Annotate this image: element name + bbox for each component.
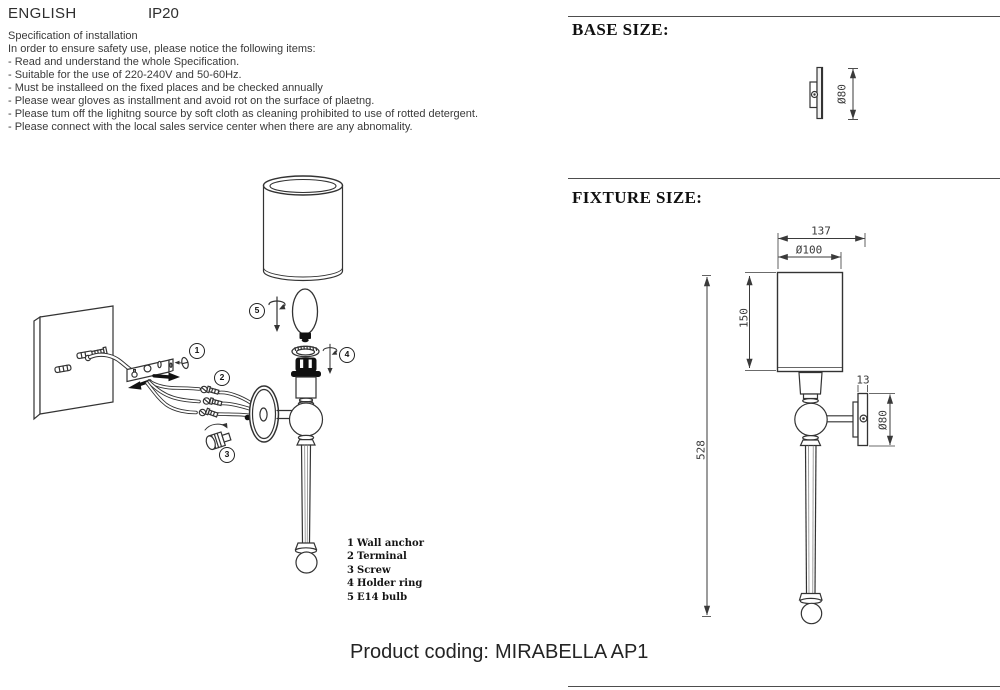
part-name: Holder ring: [357, 578, 423, 590]
shade-diameter-label: Ø100: [795, 243, 823, 257]
spec-item: - Suitable for the use of 220-240V and 50-60Hz.: [8, 69, 242, 81]
callout-3: 3: [219, 447, 235, 463]
part-name: Wall anchor: [357, 538, 424, 549]
base-diameter-label: Ø80: [835, 84, 849, 104]
part-number: 5: [347, 591, 354, 603]
part-name: Screw: [357, 564, 391, 576]
spec-item: - Must be installeed on the fixed places and be checked annually: [8, 82, 323, 94]
holder-ring: [292, 346, 319, 356]
exploded-diagram: [34, 176, 343, 573]
base-size-drawing: [810, 68, 858, 120]
callout-2: 2: [214, 370, 230, 386]
parts-list-item: [347, 591, 424, 604]
parts-list: [347, 537, 424, 604]
fixture-width-label: 137: [811, 224, 831, 238]
callout-4: 4: [339, 347, 355, 363]
spec-item: - Please connect with the local sales service center when there are any abnomality.: [8, 121, 413, 133]
fixing-screw-callout1: [175, 357, 190, 369]
parts-list-item: [347, 550, 424, 563]
plate-depth-label: 13: [856, 373, 870, 387]
wall-panel: [34, 306, 113, 419]
ip-rating-label: IP20: [148, 5, 179, 22]
product-coding: [350, 641, 648, 664]
parts-list-item: [347, 537, 424, 550]
language-label: ENGLISH: [8, 5, 77, 22]
overall-height-label: 528: [694, 440, 708, 460]
e14-bulb: [293, 289, 318, 342]
product-coding-value: MIRABELLA AP1: [494, 641, 649, 663]
fixture-size-drawing: [702, 233, 895, 624]
part-name: E14 bulb: [357, 591, 408, 603]
part-number: 1: [347, 538, 354, 549]
lamp-body: [290, 398, 323, 573]
parts-list-item: [347, 577, 424, 590]
shade-height-label: 150: [737, 308, 751, 328]
product-coding-label: Product coding:: [350, 641, 489, 663]
spec-title: Specification of installation: [8, 30, 138, 42]
fixture-size-heading: FIXTURE SIZE:: [572, 188, 703, 207]
lamp-socket: [291, 358, 321, 399]
part-number: 2: [347, 551, 354, 563]
spec-item: - Please wear gloves as installment and avoid rot on the surface of plaetng.: [8, 95, 375, 107]
part-number: 4: [347, 578, 354, 590]
specification-block: [8, 30, 478, 134]
part-number: 3: [347, 564, 354, 576]
spec-intro: In order to ensure safety use, please notice the following items:: [8, 43, 316, 55]
spec-item: - Please tum off the lighitng source by soft cloth as cleaning prohibited to use of rotted detergent.: [8, 108, 479, 120]
parts-list-item: [347, 564, 424, 577]
rotate-arrow-icon: [323, 344, 337, 374]
callout-1: 1: [189, 343, 205, 359]
rotate-arrow-icon: [269, 297, 286, 332]
part-name: Terminal: [357, 551, 407, 563]
callout-5: 5: [249, 303, 265, 319]
lampshade-exploded: [264, 176, 343, 281]
spec-item: - Read and understand the whole Specification.: [8, 56, 240, 68]
base-size-heading: BASE SIZE:: [572, 20, 670, 39]
escutcheon-plate: [250, 386, 295, 442]
plate-diameter-label: Ø80: [876, 410, 890, 430]
